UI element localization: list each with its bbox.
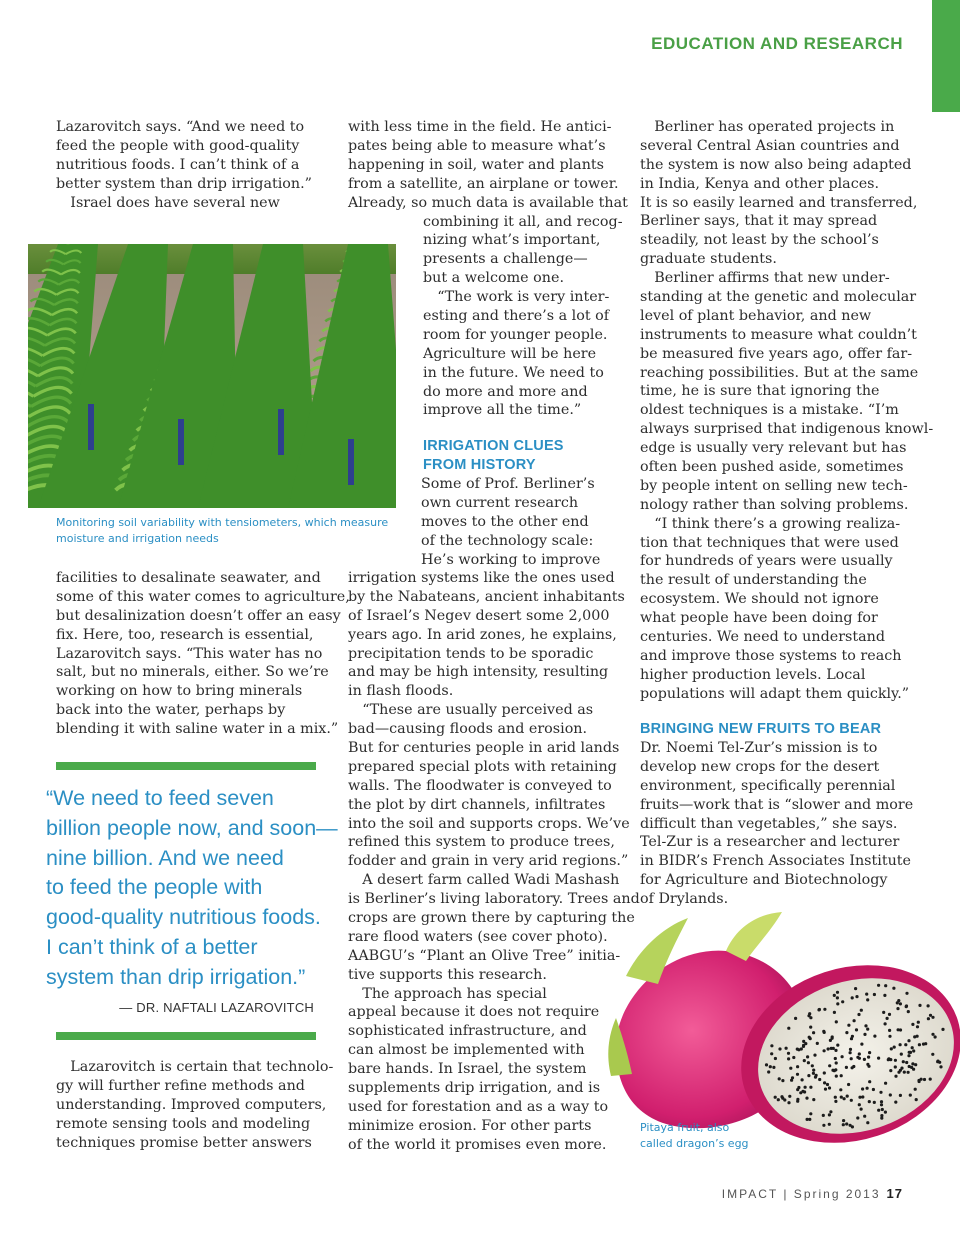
text-line: is Berliner’s living laboratory. Trees and: [348, 891, 640, 908]
text-line: several Central Asian countries and: [640, 137, 900, 154]
col3-top-text: [640, 118, 933, 704]
text-line: in flash floods.: [348, 683, 454, 700]
text-line: develop new crops for the desert: [640, 758, 880, 775]
col2-bottom-text: [348, 569, 640, 1155]
text-line: happening in soil, water and plants: [348, 156, 604, 173]
text-line: “I think there’s a growing realiza-: [640, 515, 901, 532]
text-line: back into the water, perhaps by: [56, 702, 286, 719]
text-line: do more and more and: [423, 383, 588, 400]
text-line: the plot by dirt channels, infiltrates: [348, 796, 606, 813]
pullquote: [46, 784, 338, 993]
text-line: A desert farm called Wadi Mashash: [348, 872, 620, 889]
col2-narrow-text: [423, 213, 623, 421]
col1-top-text: [56, 118, 312, 212]
text-line: IRRIGATION CLUES: [423, 438, 564, 454]
text-line: and improve those systems to reach: [640, 647, 902, 664]
text-line: Berliner says, that it may spread: [640, 213, 878, 230]
text-line: called dragon’s egg: [640, 1137, 749, 1150]
text-line: higher production levels. Local: [640, 666, 866, 683]
text-line: “The work is very inter-: [423, 289, 610, 306]
text-line: years ago. In arid zones, he explains,: [348, 626, 617, 643]
text-line: level of plant behavior, and new: [640, 307, 872, 324]
text-line: presents a challenge—: [423, 251, 588, 268]
text-line: “These are usually perceived as: [348, 702, 594, 719]
text-line: always surprised that indigenous knowl-: [640, 421, 934, 438]
text-line: populations will adapt them quickly.”: [640, 685, 910, 702]
text-line: feed the people with good-quality: [56, 137, 300, 154]
text-line: facilities to desalinate seawater, and: [56, 570, 321, 586]
text-line: by the Nabateans, ancient inhabitants: [348, 588, 625, 605]
text-line: but desalinization doesn’t offer an easy: [56, 607, 341, 624]
text-line: Tel-Zur is a researcher and lecturer: [640, 834, 900, 851]
text-line: difficult than vegetables,” she says.: [640, 815, 898, 832]
text-line: Agriculture will be here: [423, 345, 597, 362]
col3-bottom-text: [640, 739, 913, 909]
text-line: be measured five years ago, offer far-: [640, 345, 913, 362]
text-line: reaching possibilities. But at the same: [640, 364, 919, 381]
text-line: instruments to measure what couldn’t: [640, 326, 917, 343]
text-line: “We need to feed seven: [46, 786, 274, 810]
text-line: remote sensing tools and modeling: [56, 1115, 311, 1132]
text-line: Berliner affirms that new under-: [640, 270, 890, 287]
text-line: nine billion. And we need: [46, 845, 284, 870]
text-line: techniques promise better answers: [56, 1134, 312, 1151]
pullquote-top-rule: [56, 762, 316, 770]
page-number: 17: [886, 1186, 903, 1201]
text-line: used for forestation and as a way to: [348, 1098, 609, 1115]
text-line: bad—causing floods and erosion.: [348, 721, 588, 738]
text-line: working on how to bring minerals: [56, 683, 303, 700]
text-line: BRINGING NEW FRUITS TO BEAR: [640, 721, 882, 737]
text-line: and may be high intensity, resulting: [348, 664, 609, 681]
text-line: steadily, not least by the school’s: [640, 232, 879, 249]
text-line: He’s working to improve: [421, 551, 601, 568]
text-line: what people have been doing for: [640, 610, 878, 627]
text-line: nutritious foods. I can’t think of a: [56, 156, 300, 173]
text-line: pates being able to measure what’s: [348, 137, 606, 154]
text-line: often been pushed aside, sometimes: [640, 459, 904, 476]
text-line: can almost be implemented with: [348, 1042, 585, 1059]
text-line: edge is usually very relevant but has: [640, 440, 907, 457]
text-line: billion people now, and soon—: [46, 815, 338, 840]
text-line: environment, specifically perennial: [640, 777, 896, 794]
text-line: but a welcome one.: [423, 270, 564, 287]
text-line: room for younger people.: [423, 326, 608, 343]
text-line: Israel does have several new: [56, 194, 280, 211]
text-line: gy will further refine methods and: [56, 1077, 305, 1094]
text-line: nizing what’s important,: [423, 232, 601, 249]
text-line: Some of Prof. Berliner’s: [421, 476, 595, 492]
text-line: walls. The floodwater is conveyed to: [348, 777, 612, 794]
text-line: Lazarovitch says. “This water has no: [56, 645, 323, 662]
text-line: tive supports this research.: [348, 966, 547, 983]
text-line: standing at the genetic and molecular: [640, 289, 917, 306]
heading-new-fruits: [640, 720, 881, 739]
text-line: of the technology scale:: [421, 532, 594, 549]
section-color-tab: [932, 0, 960, 112]
cornfield-photo: [28, 244, 396, 508]
text-line: improve all the time.”: [423, 402, 582, 419]
text-line: the system is now also being adapted: [640, 156, 912, 173]
text-line: time, he is sure that ignoring the: [640, 383, 880, 400]
text-line: centuries. We need to understand: [640, 629, 886, 646]
heading-irrigation-clues: [423, 437, 564, 475]
text-line: precipitation tends to be sporadic: [348, 645, 594, 662]
text-line: for Agriculture and Biotechnology: [640, 872, 888, 889]
text-line: fix. Here, too, research is essential,: [56, 626, 314, 643]
text-line: of Drylands.: [640, 891, 729, 908]
text-line: crops are grown there by capturing the: [348, 910, 635, 927]
pullquote-bottom-rule: [56, 1032, 316, 1040]
text-line: The approach has special: [348, 985, 547, 1002]
section-label: EDUCATION AND RESEARCH: [651, 34, 903, 53]
text-line: of Israel’s Negev desert some 2,000: [348, 607, 610, 624]
text-line: tion that techniques that were used: [640, 534, 899, 551]
text-line: blending it with saline water in a mix.”: [56, 721, 339, 738]
text-line: own current research: [421, 494, 579, 511]
text-line: from a satellite, an airplane or tower.: [348, 175, 619, 192]
text-line: with less time in the field. He antici-: [348, 119, 612, 135]
text-line: supplements drip irrigation, and is: [348, 1080, 601, 1097]
text-line: system than drip irrigation.”: [46, 964, 306, 989]
text-line: better system than drip irrigation.”: [56, 175, 312, 192]
text-line: good-quality nutritious foods.: [46, 905, 321, 930]
text-line: for hundreds of years were usually: [640, 553, 893, 570]
text-line: to feed the people with: [46, 875, 263, 900]
text-line: salt, but no minerals, either. So we’re: [56, 664, 329, 681]
text-line: It is so easily learned and transferred,: [640, 194, 918, 211]
text-line: moves to the other end: [421, 513, 589, 530]
text-line: into the soil and supports crops. We’ve: [348, 815, 630, 832]
text-line: oldest techniques is a mistake. “I’m: [640, 402, 899, 419]
text-line: combining it all, and recog-: [423, 213, 623, 230]
text-line: of the world it promises even more.: [348, 1136, 607, 1153]
text-line: the result of understanding the: [640, 572, 867, 589]
col2-top-text: [348, 118, 628, 212]
col2-narrow-text-2: [421, 475, 600, 569]
text-line: minimize erosion. For other parts: [348, 1117, 592, 1134]
pitaya-fruit-photo: [606, 906, 960, 1156]
col1-bottom-text: [56, 1058, 333, 1152]
text-line: Pitaya fruit, also: [640, 1121, 730, 1134]
pitaya-photo-caption: [640, 1120, 749, 1152]
text-line: by people intent on selling new tech-: [640, 477, 908, 494]
text-line: ecosystem. We should not ignore: [640, 591, 879, 608]
col1-mid-text: [56, 569, 350, 739]
text-line: Lazarovitch is certain that technolo-: [56, 1059, 334, 1075]
text-line: some of this water comes to agriculture,: [56, 588, 350, 605]
text-line: Lazarovitch says. “And we need to: [56, 119, 305, 135]
text-line: graduate students.: [640, 251, 777, 268]
text-line: fruits—work that is “slower and more: [640, 796, 914, 813]
text-line: appeal because it does not require: [348, 1004, 600, 1021]
text-line: sophisticated infrastructure, and: [348, 1023, 587, 1040]
cornfield-photo-caption: [56, 515, 388, 547]
text-line: Monitoring soil variability with tensiometers, which measure: [56, 516, 389, 529]
text-line: irrigation systems like the ones used: [348, 570, 615, 586]
text-line: I can’t think of a better: [46, 934, 258, 959]
pullquote-attribution: — DR. NAFTALI LAZAROVITCH: [119, 1000, 314, 1015]
text-line: in the future. We need to: [423, 364, 604, 381]
text-line: Already, so much data is available that: [348, 194, 628, 211]
text-line: esting and there’s a lot of: [423, 307, 610, 324]
text-line: Berliner has operated projects in: [640, 119, 895, 135]
page-footer: [722, 1186, 903, 1201]
text-line: fodder and grain in very arid regions.”: [348, 853, 629, 870]
text-line: understanding. Improved computers,: [56, 1096, 327, 1113]
text-line: bare hands. In Israel, the system: [348, 1061, 587, 1078]
magazine-issue: IMPACT | Spring 2013: [721, 1187, 881, 1201]
text-line: prepared special plots with retaining: [348, 758, 617, 775]
text-line: refined this system to produce trees,: [348, 834, 615, 851]
text-line: nology rather than solving problems.: [640, 496, 909, 513]
text-line: FROM HISTORY: [423, 456, 536, 473]
text-line: But for centuries people in arid lands: [348, 740, 620, 757]
text-line: rare flood waters (see cover photo).: [348, 928, 608, 945]
text-line: Dr. Noemi Tel-Zur’s mission is to: [640, 740, 878, 756]
text-line: moisture and irrigation needs: [56, 532, 219, 545]
text-line: AABGU’s “Plant an Olive Tree” initia-: [348, 947, 621, 964]
text-line: in BIDR’s French Associates Institute: [640, 853, 911, 870]
text-line: in India, Kenya and other places.: [640, 175, 880, 192]
